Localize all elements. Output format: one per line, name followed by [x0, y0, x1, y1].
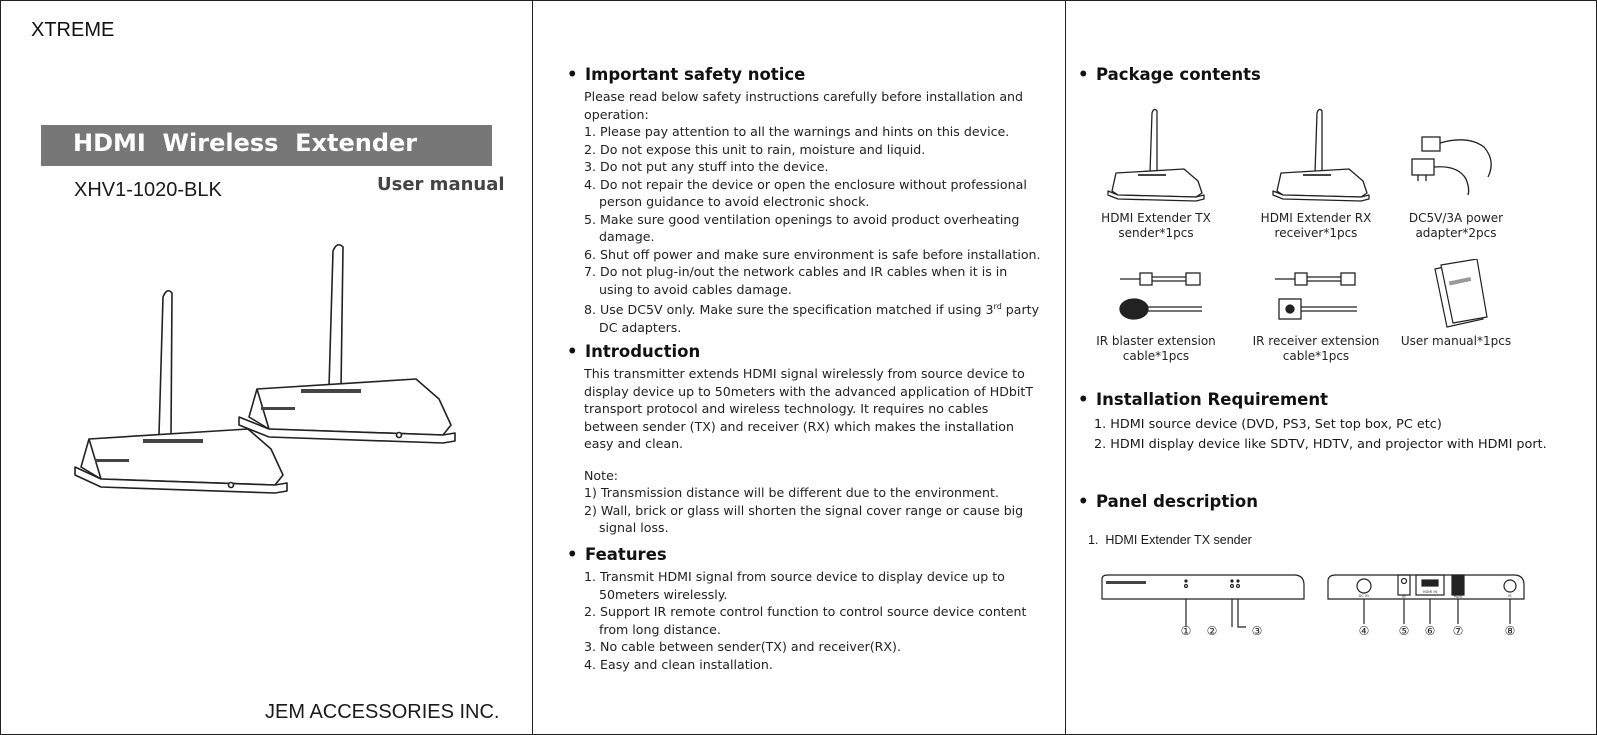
note-list	[584, 484, 1044, 537]
port-label: DC 5V	[1358, 594, 1370, 598]
introduction-section	[584, 365, 1044, 537]
tx-body	[81, 429, 283, 485]
callout-marker: ⑦	[1452, 624, 1464, 638]
document-type: User manual	[377, 174, 505, 195]
package-heading: • Package contents	[1078, 65, 1261, 84]
list-item: 1) Transmission distance will be different due to the environment.	[584, 485, 999, 500]
package-caption: User manual*1pcs	[1400, 334, 1512, 348]
safety-list	[584, 123, 1044, 336]
introduction-heading: • Introduction	[567, 342, 701, 361]
front-view	[1102, 575, 1304, 599]
product-title: HDMI Wireless Extender	[41, 125, 492, 166]
list-item: 5. Make sure good ventilation openings to avoid product overheating damage.	[584, 211, 1020, 244]
model-number: XHV1-1020-BLK	[74, 179, 222, 201]
features-list	[584, 568, 1044, 673]
package-caption: IR blaster extension cable*1pcs	[1096, 334, 1216, 363]
list-item: 3. No cable between sender(TX) and receiver(RX).	[584, 639, 901, 654]
product-hero-image	[71, 239, 471, 519]
tx-antenna	[159, 291, 172, 437]
ir-receiver-image	[1271, 267, 1361, 327]
callout-marker: ①	[1180, 624, 1192, 638]
callout-marker: ③	[1251, 624, 1263, 638]
list-item: 4. Do not repair the device or open the enclosure without professional person guidance to avoid electronic shock.	[584, 176, 1027, 209]
package-caption: HDMI Extender TX sender*1pcs	[1101, 211, 1211, 240]
port-label: PAIR	[1454, 595, 1462, 599]
list-item: 1. Please pay attention to all the warnings and hints on this device.	[584, 124, 1010, 139]
rx-receiver-image	[1271, 107, 1371, 203]
port-label: IR	[1508, 594, 1512, 598]
user-manual-image	[1431, 259, 1491, 331]
note-label: Note:	[584, 467, 619, 483]
port-label: HDMI IN	[1422, 590, 1438, 594]
installation-heading: • Installation Requirement	[1078, 390, 1328, 409]
list-item: 6. Shut off power and make sure environment is safe before installation.	[584, 246, 1041, 262]
list-item: 4. Easy and clean installation.	[584, 656, 773, 672]
list-item: 2. HDMI display device like SDTV, HDTV, and projector with HDMI port.	[1094, 437, 1547, 452]
package-caption: IR receiver extension cable*1pcs	[1252, 334, 1380, 363]
list-item: 7. Do not plug-in/out the network cables and IR cables when it is in using to avoid cables damage.	[584, 264, 1008, 297]
package-caption: HDMI Extender RX receiver*1pcs	[1260, 211, 1372, 240]
safety-section	[584, 88, 1044, 336]
tx-sender-image	[1106, 107, 1206, 203]
list-item: 2) Wall, brick or glass will shorten the signal cover range or cause big signal loss.	[584, 502, 1024, 535]
info-panel	[532, 0, 1066, 735]
rx-antenna	[329, 245, 343, 389]
panel-description-heading: • Panel description	[1078, 492, 1258, 511]
callout-marker: ④	[1358, 624, 1370, 638]
list-item: 2. Support IR remote control function to control source device content from long distance.	[584, 604, 1027, 637]
tx-panel-diagram	[1096, 569, 1576, 651]
callout-marker: ⑤	[1398, 624, 1410, 638]
installation-list	[1094, 415, 1589, 455]
list-item: 1. HDMI source device (DVD, PS3, Set top box, PC etc)	[1094, 417, 1442, 432]
introduction-text: This transmitter extends HDMI signal wirelessly from source device to display device up to 50meters with the advanced application of HDbitT transport protocol and wireless technology. It requires no cables between sender (TX) and receiver (RX) which makes the installation easy and clean.	[584, 366, 1034, 451]
package-panel	[1065, 0, 1597, 735]
company-name: JEM ACCESSORIES INC.	[265, 701, 500, 723]
ir-blaster-image	[1116, 267, 1206, 327]
port-label: IR	[1402, 595, 1406, 599]
package-caption: DC5V/3A power adapter*2pcs	[1408, 211, 1504, 240]
list-item: 3. Do not put any stuff into the device.	[584, 159, 829, 174]
list-item: 8. Use DC5V only. Make sure the specification matched if using 3rd party DC adapters.	[584, 302, 1040, 335]
callout-marker: ②	[1206, 624, 1218, 638]
brand-name: XTREME	[31, 19, 115, 41]
list-item: 2. Do not expose this unit to rain, moisture and liquid.	[584, 141, 926, 157]
panel-subtitle: 1. HDMI Extender TX sender	[1088, 533, 1252, 547]
callout-marker: ⑥	[1424, 624, 1436, 638]
list-item: 1. Transmit HDMI signal from source device to display device up to 50meters wirelessly.	[584, 569, 1005, 602]
power-adapter-image	[1408, 131, 1508, 197]
features-heading: • Features	[567, 545, 667, 564]
safety-heading: • Important safety notice	[567, 65, 806, 84]
features-section	[584, 568, 1044, 673]
safety-intro: Please read below safety instructions carefully before installation and operation:	[584, 89, 1024, 122]
cover-panel	[0, 0, 533, 735]
callout-marker: ⑧	[1504, 624, 1516, 638]
